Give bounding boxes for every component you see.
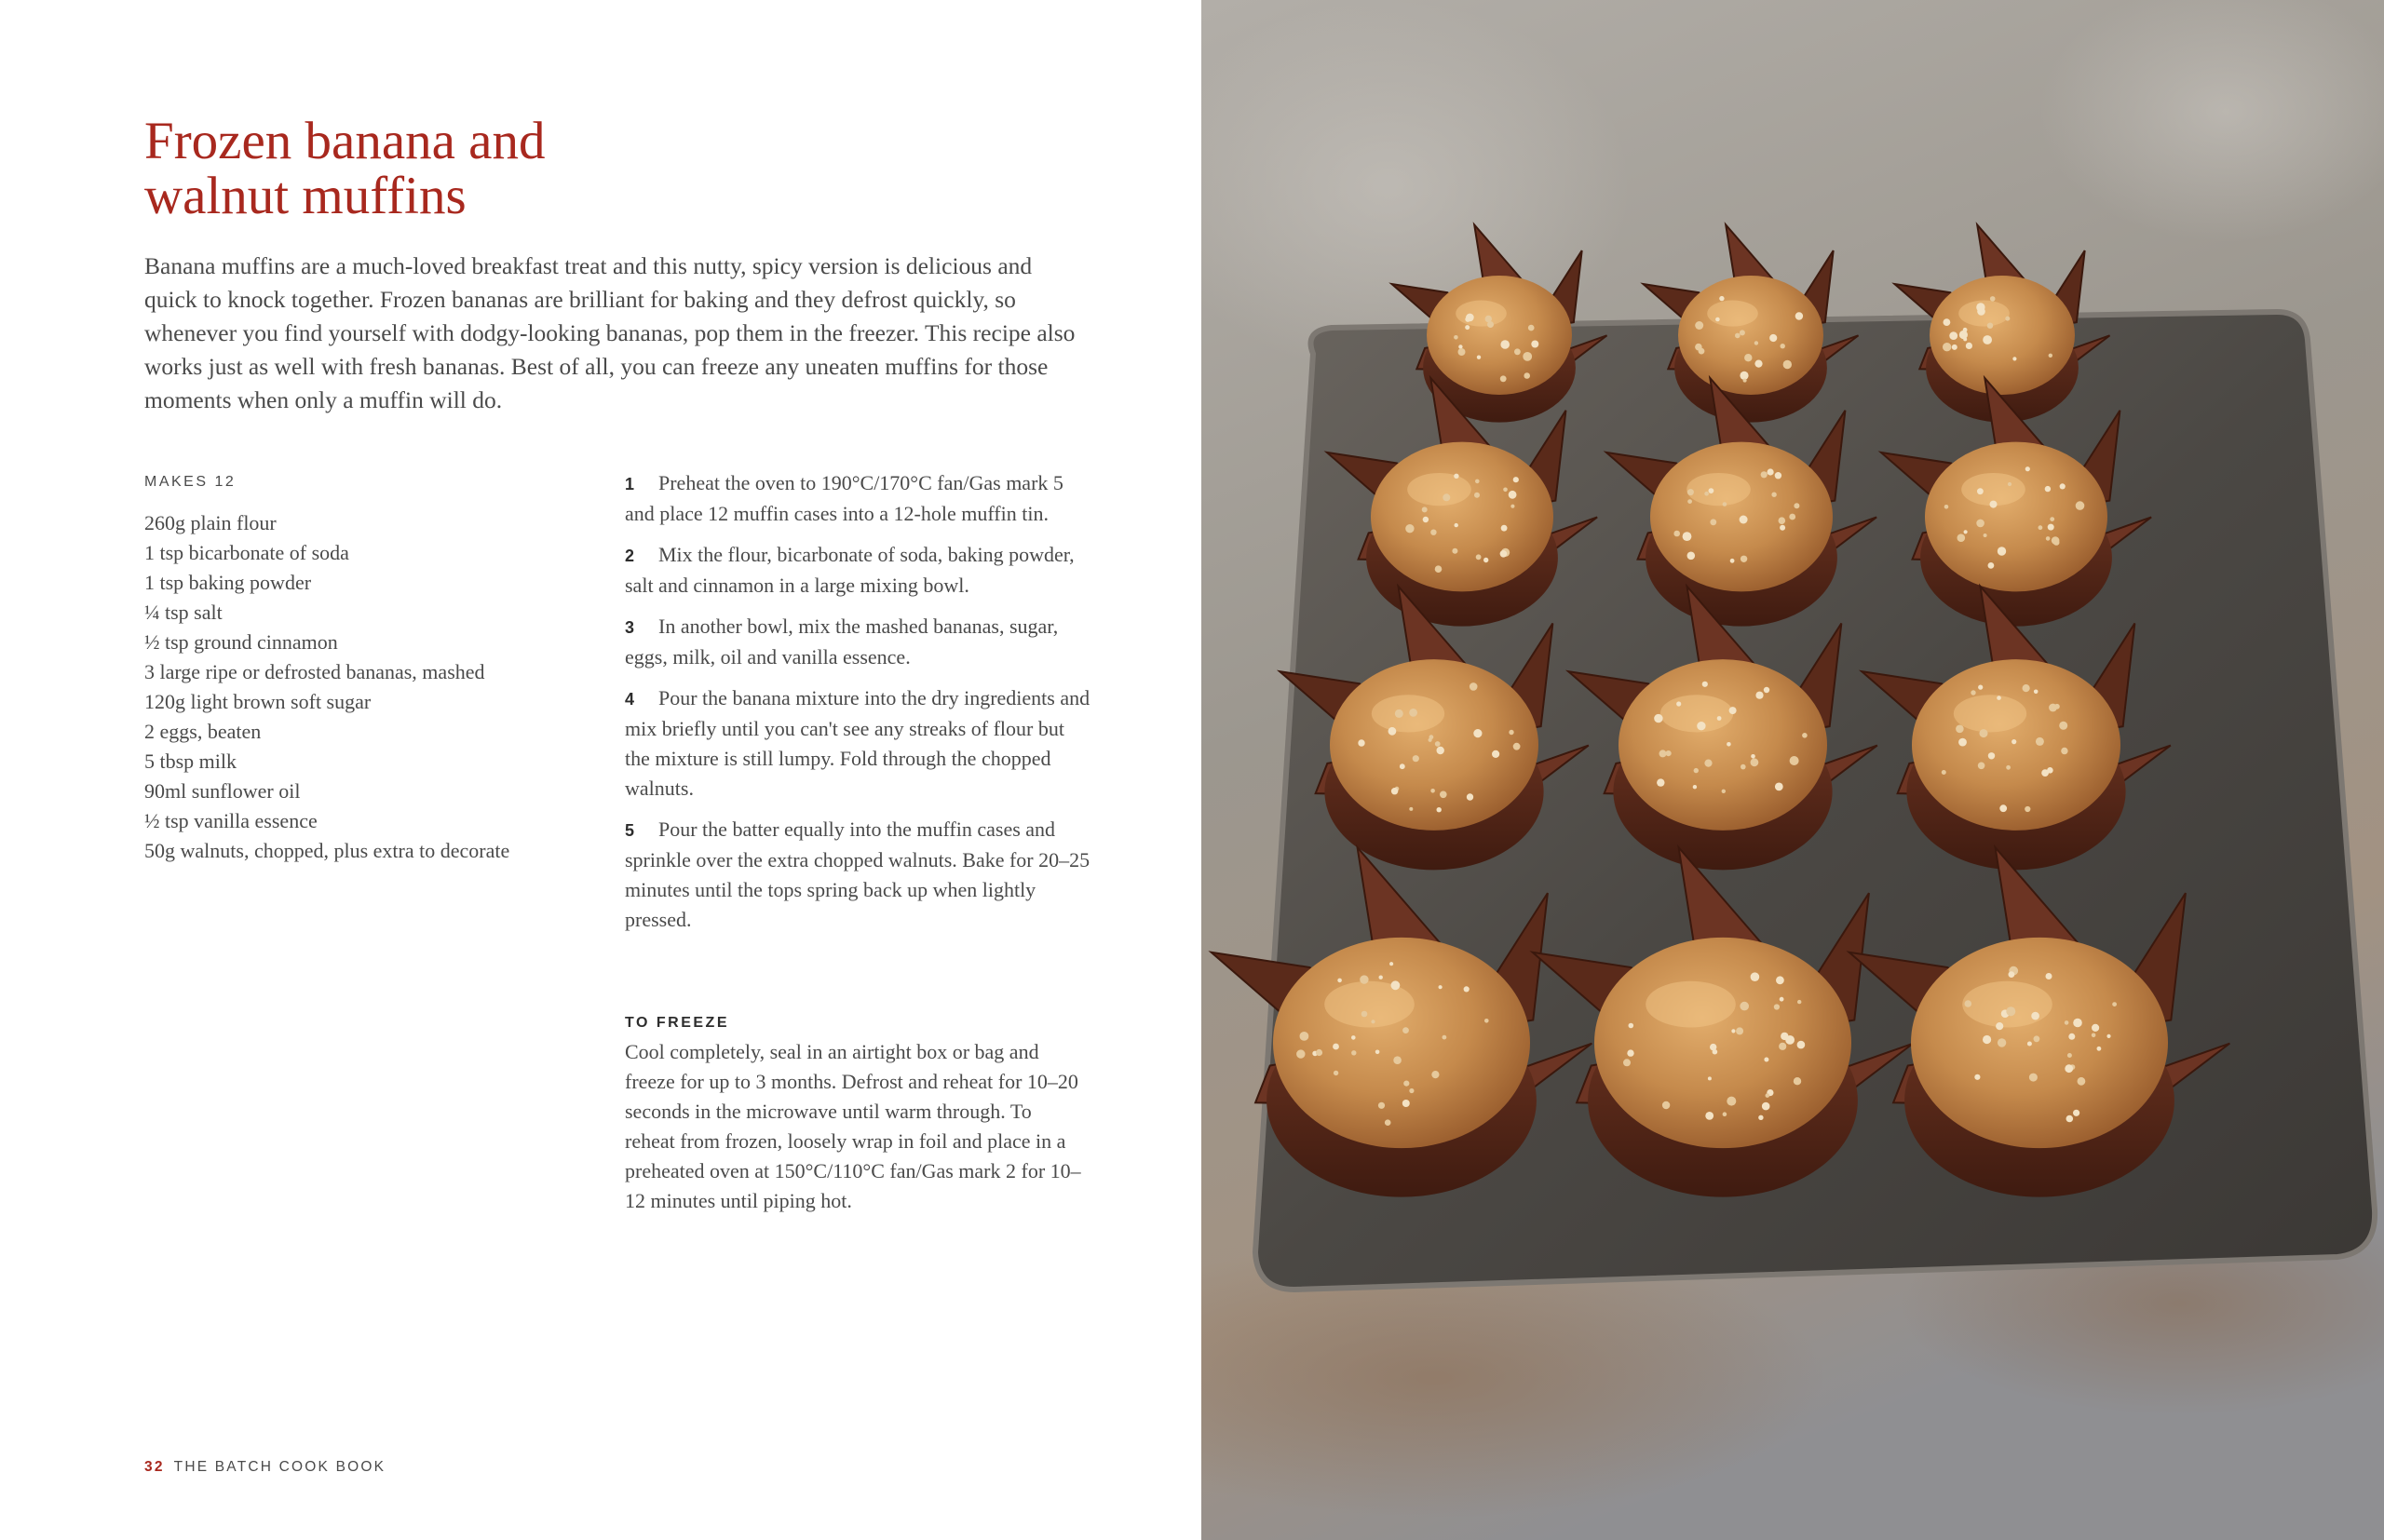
walnut-piece	[1704, 760, 1712, 767]
step-number: 5	[625, 821, 635, 840]
walnut-piece	[1687, 489, 1694, 495]
recipe-title	[144, 114, 982, 223]
walnut-piece	[2031, 1012, 2039, 1020]
walnut-piece	[1492, 750, 1499, 758]
walnut-piece	[1988, 752, 1995, 759]
walnut-piece	[1687, 552, 1696, 561]
walnut-piece	[1705, 1112, 1714, 1120]
muffin-top	[1273, 938, 1530, 1148]
walnut-piece	[1485, 316, 1492, 322]
step-number: 4	[625, 690, 635, 709]
walnut-piece	[1430, 789, 1435, 793]
muffin-highlight	[1407, 473, 1471, 506]
walnut-piece	[1693, 785, 1697, 789]
walnut-piece	[1775, 472, 1781, 479]
walnut-piece	[1958, 738, 1967, 747]
walnut-piece	[1764, 687, 1769, 693]
walnut-piece	[1531, 341, 1538, 348]
walnut-piece	[1510, 505, 1514, 508]
walnut-piece	[1942, 770, 1946, 775]
walnut-piece	[1971, 690, 1975, 695]
ingredient-item: 90ml sunflower oil	[144, 779, 301, 803]
walnut-piece	[1735, 333, 1741, 339]
walnut-piece	[2006, 765, 2011, 770]
method-steps	[625, 468, 1090, 946]
walnut-piece	[2041, 769, 2049, 777]
method-step-5	[625, 815, 1090, 935]
walnut-piece	[1513, 743, 1521, 750]
walnut-piece	[1990, 501, 1998, 508]
walnut-piece	[1780, 997, 1784, 1002]
recipe-title-line-1: Frozen banana and	[144, 112, 546, 170]
walnut-piece	[1741, 556, 1747, 562]
walnut-piece	[1475, 480, 1480, 484]
walnut-piece	[1443, 1035, 1447, 1040]
ingredient-item: ½ tsp ground cinnamon	[144, 630, 338, 654]
walnut-piece	[1978, 763, 1985, 770]
walnut-piece	[1695, 321, 1703, 330]
walnut-piece	[1727, 742, 1731, 747]
walnut-piece	[1719, 296, 1724, 301]
walnut-piece	[1794, 1077, 1801, 1085]
walnut-piece	[2025, 806, 2030, 812]
recipe-title-line-2: walnut muffins	[144, 167, 467, 225]
walnut-piece	[1500, 340, 1510, 349]
walnut-piece	[1751, 754, 1755, 759]
muffin-top	[1678, 276, 1823, 395]
walnut-piece	[1437, 747, 1444, 754]
walnut-piece	[1500, 550, 1508, 558]
walnut-piece	[1980, 729, 1988, 737]
walnut-piece	[1771, 493, 1776, 497]
walnut-piece	[1729, 707, 1737, 714]
walnut-piece	[1409, 1088, 1414, 1093]
muffins-photo-illustration	[1201, 0, 2384, 1540]
walnut-piece	[2065, 1020, 2069, 1025]
walnut-piece	[1996, 1022, 2003, 1030]
walnut-piece	[1391, 980, 1401, 990]
walnut-piece	[1477, 356, 1481, 359]
walnut-piece	[1998, 547, 2006, 555]
walnut-piece	[1402, 1027, 1409, 1033]
walnut-piece	[1391, 788, 1398, 794]
muffin-top	[1619, 659, 1827, 831]
walnut-piece	[2059, 722, 2067, 730]
walnut-piece	[1708, 1076, 1712, 1080]
walnut-piece	[1473, 729, 1482, 737]
recipe-intro: Banana muffins are a much-loved breakfast treat and this nutty, spicy version is delicious and quick to knock together. Frozen bananas are brilliant for baking and they defrost quickly, so whenever you find yourself with dodgy-looking bananas, pop them in the freezer. This recipe also works just as well with fresh bananas. Best of all, you can freeze any uneaten muffins for those moments when only a muffin will do.	[144, 252, 1076, 413]
walnut-piece	[1956, 725, 1964, 734]
walnut-piece	[1627, 1049, 1633, 1056]
walnut-piece	[1629, 1023, 1634, 1029]
walnut-piece	[1466, 314, 1474, 322]
walnut-piece	[1997, 696, 2001, 700]
ingredient-item: 1 tsp bicarbonate of soda	[144, 541, 349, 564]
walnut-piece	[1730, 559, 1735, 563]
walnut-piece	[2068, 1033, 2075, 1040]
walnut-piece	[1430, 530, 1436, 535]
walnut-piece	[1731, 1029, 1735, 1033]
walnut-piece	[2049, 354, 2052, 358]
walnut-piece	[1743, 379, 1747, 383]
muffin-top	[1911, 938, 2168, 1148]
walnut-piece	[1501, 525, 1508, 532]
walnut-piece	[1654, 714, 1662, 723]
walnut-piece	[1513, 477, 1519, 482]
walnut-piece	[1797, 1041, 1806, 1049]
walnut-piece	[2073, 1019, 2082, 1028]
walnut-piece	[1976, 520, 1984, 528]
walnut-piece	[1316, 1049, 1322, 1056]
walnut-piece	[2065, 1064, 2073, 1073]
walnut-piece	[2012, 357, 2016, 360]
walnut-piece	[2061, 748, 2067, 754]
walnut-piece	[1977, 488, 1984, 494]
walnut-piece	[1751, 758, 1759, 766]
walnut-piece	[1337, 979, 1342, 983]
walnut-piece	[1296, 1049, 1305, 1058]
walnut-piece	[1987, 323, 1993, 329]
walnut-piece	[2049, 704, 2057, 712]
walnut-piece	[1780, 525, 1785, 531]
walnut-piece	[1776, 976, 1784, 984]
walnut-piece	[1375, 1050, 1380, 1055]
muffin-top	[1925, 442, 2107, 592]
walnut-piece	[1949, 331, 1957, 340]
walnut-piece	[1779, 517, 1786, 524]
walnut-piece	[1740, 330, 1745, 335]
walnut-piece	[1409, 807, 1413, 811]
walnut-piece	[1697, 722, 1705, 730]
walnut-piece	[1761, 471, 1768, 478]
walnut-piece	[1744, 354, 1752, 361]
walnut-piece	[1662, 1101, 1670, 1109]
walnut-piece	[1409, 709, 1417, 717]
walnut-piece	[1454, 474, 1458, 479]
walnut-piece	[2036, 737, 2044, 746]
walnut-piece	[1727, 1097, 1736, 1106]
muffin-highlight	[1954, 695, 2026, 732]
walnut-piece	[2048, 524, 2054, 531]
walnut-piece	[1476, 554, 1482, 560]
walnut-piece	[1334, 1071, 1338, 1075]
walnut-piece	[2027, 1042, 2032, 1047]
walnut-piece	[1405, 524, 1414, 533]
walnut-piece	[1709, 488, 1714, 493]
muffin-highlight	[1372, 695, 1444, 732]
walnut-piece	[1715, 317, 1720, 322]
muffin-highlight	[1686, 473, 1751, 506]
ingredient-item: 120g light brown soft sugar	[144, 690, 372, 713]
walnut-piece	[2073, 1110, 2079, 1116]
walnut-piece	[1443, 493, 1450, 501]
muffin-top	[1371, 442, 1553, 592]
walnut-piece	[1676, 701, 1681, 706]
walnut-piece	[1514, 348, 1521, 355]
walnut-piece	[1988, 562, 1995, 569]
walnut-piece	[1984, 534, 1987, 537]
walnut-piece	[1361, 1011, 1368, 1018]
walnut-piece	[1704, 492, 1709, 496]
walnut-piece	[1736, 1027, 1743, 1034]
walnut-piece	[1723, 502, 1727, 507]
walnut-piece	[1769, 334, 1777, 342]
walnut-piece	[1474, 493, 1480, 498]
walnut-piece	[1966, 343, 1972, 349]
walnut-piece	[1440, 791, 1447, 799]
page-number: 32	[144, 1459, 165, 1475]
walnut-piece	[2039, 525, 2043, 530]
walnut-piece	[2046, 536, 2051, 541]
walnut-piece	[1458, 344, 1462, 348]
walnut-piece	[1978, 685, 1983, 690]
walnut-piece	[1454, 335, 1458, 340]
walnut-piece	[1300, 1032, 1309, 1041]
step-text: In another bowl, mix the mashed bananas, sugar, eggs, milk, oil and vanilla essence.	[625, 615, 1059, 669]
walnut-piece	[2067, 1053, 2072, 1058]
walnut-piece	[1695, 344, 1702, 351]
walnut-piece	[1403, 1081, 1409, 1087]
walnut-piece	[1957, 534, 1966, 542]
walnut-piece	[2097, 1047, 2102, 1051]
walnut-piece	[1351, 1035, 1356, 1040]
walnut-piece	[1766, 1093, 1770, 1098]
walnut-piece	[1435, 741, 1441, 747]
walnut-piece	[1775, 783, 1783, 791]
muffin-highlight	[1456, 301, 1507, 327]
walnut-piece	[1710, 519, 1716, 525]
walnut-piece	[1694, 768, 1699, 773]
walnut-piece	[1400, 763, 1405, 769]
walnut-piece	[1768, 468, 1774, 475]
walnut-piece	[2092, 1024, 2099, 1032]
walnut-piece	[1509, 730, 1513, 735]
ingredient-item: 2 eggs, beaten	[144, 720, 262, 743]
walnut-piece	[1429, 735, 1434, 739]
walnut-piece	[1523, 352, 1532, 361]
servings-label: MAKES 12	[144, 474, 237, 490]
step-number: 2	[625, 547, 635, 565]
walnut-piece	[1741, 764, 1746, 770]
walnut-piece	[1977, 307, 1985, 316]
walnut-piece	[1722, 790, 1726, 793]
walnut-piece	[1465, 325, 1470, 330]
muffin-highlight	[1660, 695, 1733, 732]
walnut-piece	[2045, 486, 2051, 492]
muffin-highlight	[1962, 981, 2052, 1028]
book-title: THE BATCH COOK BOOK	[173, 1459, 386, 1475]
walnut-piece	[1974, 1074, 1980, 1080]
walnut-piece	[1754, 341, 1758, 344]
walnut-piece	[2023, 684, 2030, 692]
walnut-piece	[1785, 1035, 1795, 1045]
method-step-1	[625, 468, 1090, 529]
walnut-piece	[1388, 727, 1397, 736]
muffin-highlight	[1646, 981, 1736, 1028]
walnut-piece	[2029, 1074, 2038, 1082]
step-number: 3	[625, 618, 635, 637]
step-text: Pour the batter equally into the muffin cases and sprinkle over the extra chopped walnuts. Bake for 20–25 minutes until the tops spring back up when lightly pressed.	[625, 817, 1090, 931]
walnut-piece	[1659, 750, 1667, 757]
walnut-piece	[1959, 331, 1968, 339]
walnut-piece	[2025, 466, 2030, 471]
walnut-piece	[1795, 312, 1803, 319]
walnut-piece	[2012, 739, 2016, 744]
walnut-piece	[1360, 975, 1368, 983]
walnut-piece	[1673, 531, 1680, 537]
walnut-piece	[1983, 1035, 1991, 1044]
step-text: Preheat the oven to 190°C/170°C fan/Gas mark 5 and place 12 muffin cases into a 12-hole muffin tin.	[625, 471, 1063, 525]
walnut-piece	[1452, 548, 1457, 554]
walnut-piece	[2052, 536, 2060, 545]
walnut-piece	[2106, 1034, 2110, 1038]
walnut-piece	[1710, 1044, 1716, 1050]
walnut-piece	[1965, 1000, 1972, 1007]
walnut-piece	[1990, 296, 1996, 302]
freeze-instructions: Cool completely, seal in an airtight box or bag and freeze for up to 3 months. Defrost and reheat for 10–20 seconds in the microwave until warm through. To reheat from frozen, loosely wrap in foil and place in a preheated oven at 150°C/110°C fan/Gas mark 2 for 10–12 minutes until piping hot.	[625, 1040, 1081, 1212]
ingredient-item: 5 tbsp milk	[144, 750, 237, 773]
walnut-piece	[1385, 1119, 1391, 1126]
walnut-piece	[2034, 690, 2039, 695]
walnut-piece	[1944, 318, 1951, 326]
walnut-piece	[1455, 523, 1458, 527]
walnut-piece	[1740, 516, 1748, 524]
walnut-piece	[1458, 348, 1466, 356]
walnut-piece	[1657, 778, 1664, 786]
walnut-piece	[1764, 1058, 1768, 1062]
walnut-piece	[2006, 1006, 2015, 1016]
walnut-piece	[2112, 1002, 2117, 1006]
walnut-piece	[1379, 976, 1383, 979]
walnut-piece	[1431, 1071, 1439, 1078]
walnut-piece	[1524, 372, 1530, 379]
walnut-piece	[1983, 335, 1992, 344]
walnut-piece	[2005, 317, 2010, 321]
walnut-piece	[2078, 1077, 2086, 1086]
walnut-piece	[2009, 971, 2015, 978]
walnut-piece	[1797, 1000, 1801, 1004]
method-step-3	[625, 612, 1090, 672]
walnut-piece	[1470, 682, 1478, 691]
walnut-piece	[1422, 507, 1428, 512]
walnut-piece	[2034, 1035, 2040, 1042]
ingredient-item: ¼ tsp salt	[144, 601, 223, 624]
walnut-piece	[1723, 1112, 1727, 1116]
muffin-top	[1912, 659, 2120, 831]
walnut-piece	[1781, 344, 1785, 348]
walnut-piece	[1378, 1102, 1385, 1109]
walnut-piece	[1774, 1004, 1780, 1009]
walnut-piece	[1484, 1019, 1489, 1023]
walnut-piece	[1464, 986, 1470, 992]
walnut-piece	[1402, 1100, 1410, 1107]
walnut-piece	[1437, 807, 1442, 812]
step-number: 1	[625, 475, 635, 493]
ingredient-item: 50g walnuts, chopped, plus extra to decorate	[144, 839, 510, 862]
walnut-piece	[2060, 483, 2066, 489]
muffin-highlight	[1707, 301, 1758, 327]
step-text: Mix the flour, bicarbonate of soda, baking powder, salt and cinnamon in a large mixing bowl.	[625, 543, 1075, 597]
ingredient-item: 3 large ripe or defrosted bananas, mashed	[144, 660, 485, 683]
muffins-photo	[1201, 0, 2384, 1540]
walnut-piece	[1952, 344, 1957, 350]
walnut-piece	[1503, 488, 1508, 493]
walnut-piece	[2092, 1033, 2096, 1038]
walnut-piece	[1943, 343, 1951, 351]
walnut-piece	[1623, 1059, 1631, 1066]
walnut-piece	[1509, 491, 1517, 499]
walnut-piece	[1944, 505, 1949, 509]
walnut-piece	[1393, 1056, 1402, 1064]
ingredients-list	[144, 508, 610, 866]
walnut-piece	[1483, 558, 1488, 562]
walnut-piece	[1683, 532, 1692, 541]
walnut-piece	[1467, 793, 1473, 800]
freeze-heading: TO FREEZE	[625, 1015, 729, 1031]
walnut-piece	[1439, 985, 1443, 989]
ingredient-item: ½ tsp vanilla essence	[144, 809, 318, 832]
walnut-piece	[1717, 716, 1722, 721]
walnut-piece	[2046, 973, 2052, 979]
muffin-highlight	[1324, 981, 1415, 1028]
muffin-top	[1594, 938, 1851, 1148]
method-step-4	[625, 683, 1090, 804]
walnut-piece	[1964, 530, 1968, 534]
walnut-piece	[1758, 1115, 1763, 1120]
muffin-top	[1427, 276, 1572, 395]
walnut-piece	[1783, 360, 1792, 369]
walnut-piece	[2066, 1115, 2074, 1123]
walnut-piece	[1389, 962, 1393, 966]
walnut-piece	[2076, 501, 2085, 510]
walnut-piece	[1395, 709, 1403, 718]
walnut-piece	[1413, 755, 1419, 762]
walnut-piece	[1762, 1102, 1770, 1111]
ingredient-item: 1 tsp baking powder	[144, 571, 312, 594]
page-footer	[144, 1459, 386, 1476]
walnut-piece	[1751, 972, 1760, 981]
walnut-piece	[1687, 499, 1692, 504]
walnut-piece	[2008, 482, 2012, 486]
walnut-piece	[1779, 1043, 1786, 1050]
method-step-2	[625, 540, 1090, 601]
walnut-piece	[1333, 1044, 1339, 1050]
walnut-piece	[1754, 360, 1762, 368]
walnut-piece	[1702, 682, 1708, 687]
walnut-piece	[1740, 1002, 1749, 1011]
walnut-piece	[1998, 1038, 2006, 1047]
walnut-piece	[1500, 375, 1507, 382]
step-text: Pour the banana mixture into the dry ingredients and mix briefly until you can't see any streaks of flour but the mixture is still lumpy. Fold through the chopped walnuts.	[625, 686, 1090, 800]
walnut-piece	[1435, 565, 1443, 573]
walnut-piece	[1755, 692, 1763, 699]
walnut-piece	[1423, 517, 1429, 522]
walnut-piece	[1789, 514, 1795, 520]
walnut-piece	[1999, 804, 2007, 812]
ingredient-item: 260g plain flour	[144, 511, 277, 534]
walnut-piece	[1802, 733, 1808, 738]
walnut-piece	[1528, 325, 1535, 331]
walnut-piece	[1740, 371, 1748, 380]
walnut-piece	[1790, 756, 1799, 765]
walnut-piece	[1351, 1050, 1356, 1055]
walnut-piece	[1358, 739, 1364, 746]
walnut-piece	[1794, 503, 1799, 508]
walnut-piece	[2050, 517, 2054, 521]
walnut-piece	[1371, 1020, 1375, 1023]
